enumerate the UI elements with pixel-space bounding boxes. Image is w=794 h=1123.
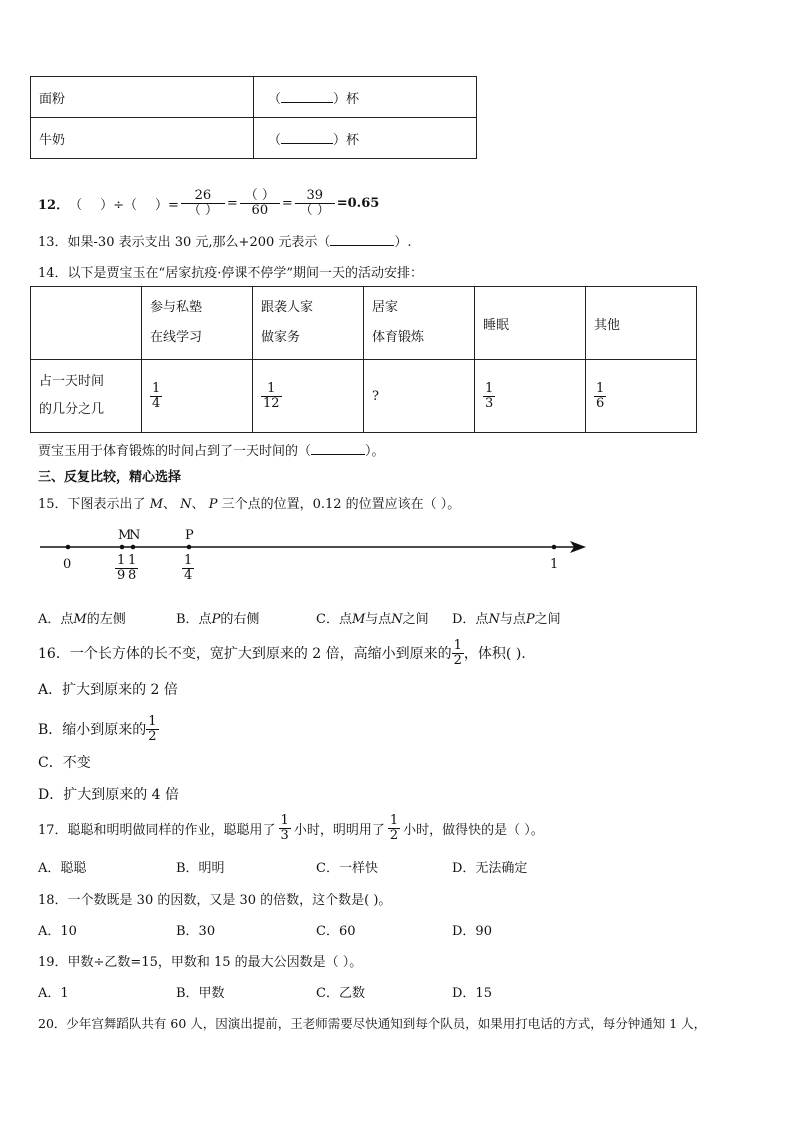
option-text: 的右侧 (220, 612, 260, 627)
option-text: B．缩小到原来的 (38, 722, 147, 738)
option-a[interactable]: A．1 (38, 986, 69, 1001)
fraction-denominator: 2 (389, 827, 399, 843)
ingredient-value (254, 77, 477, 118)
table-header-cell: 其他 (586, 287, 697, 360)
fraction (150, 382, 162, 410)
ingredient-table (30, 76, 477, 159)
question-17 (38, 811, 544, 845)
option-c[interactable] (316, 608, 429, 627)
option-b[interactable]: B．明明 (176, 861, 225, 876)
point-zero (66, 545, 71, 550)
label-n: N (129, 528, 141, 543)
point-m (120, 545, 125, 550)
fraction-denominator: 2 (453, 652, 462, 668)
equals-sign: = (281, 195, 293, 211)
fraction-numerator: 1 (485, 380, 494, 396)
unknown-value: ? (372, 388, 379, 404)
option-text: 与点 (499, 612, 526, 627)
paren-text: ）÷（ (100, 197, 138, 213)
option-c[interactable]: C．一样快 (316, 861, 378, 876)
ingredient-value (254, 118, 477, 159)
question-text: 15．下图表示出了 (38, 497, 146, 512)
label-m: M (118, 528, 132, 543)
fraction-numerator: 1 (152, 380, 161, 396)
table-cell (586, 360, 697, 433)
fraction (295, 189, 335, 217)
equation-result: =0.65 (336, 195, 380, 211)
fraction-numerator: 26 (194, 187, 212, 203)
variable: M (351, 612, 366, 627)
variable-n: N (180, 497, 192, 512)
option-text: 之间 (402, 612, 429, 627)
question-text: 13．如果-30 表示支出 30 元,那么+200 元表示（ (38, 235, 331, 250)
label-one: 1 (550, 557, 559, 572)
fraction-numerator: 1 (453, 637, 462, 653)
header-line: 在线学习 (150, 330, 203, 345)
question-number: 12． (38, 197, 70, 213)
question-text: 16．一个长方体的长不变，宽扩大到原来的 2 倍，高缩小到原来的 (38, 646, 452, 662)
activity-table (30, 286, 697, 433)
fraction-denominator: 60 (240, 203, 280, 218)
fraction (594, 382, 606, 410)
fraction-denominator: 9 (117, 567, 126, 583)
question-text: 小时，明明用了 (293, 822, 385, 838)
question-text: ，体积( ). (463, 646, 526, 662)
question-15 (38, 493, 460, 512)
fraction-n (126, 554, 138, 582)
fraction-p (182, 554, 194, 582)
fraction (452, 639, 464, 667)
fraction-numerator: 1 (596, 380, 605, 396)
option-d[interactable]: D．扩大到原来的 4 倍 (38, 787, 180, 803)
header-line: 体育锻炼 (372, 330, 425, 345)
fraction-numerator: 1 (184, 553, 193, 568)
fraction-denominator: 8 (128, 567, 137, 583)
fraction (261, 382, 282, 410)
fraction-denominator: 3 (280, 827, 289, 843)
option-b[interactable] (176, 608, 259, 627)
variable-p: P (208, 497, 218, 512)
question-text: 三个点的位置，0.12 的位置应该在（ ）。 (221, 497, 461, 512)
question-16 (38, 636, 526, 670)
option-d[interactable]: D．90 (452, 924, 492, 939)
separator: 、 (163, 497, 177, 512)
fraction (483, 382, 495, 410)
fraction-numerator: 1 (389, 812, 399, 828)
header-line: 居家 (372, 300, 399, 315)
ingredient-label: 面粉 (31, 77, 254, 118)
option-b[interactable] (38, 712, 159, 746)
answer-blank[interactable] (281, 102, 333, 103)
fraction-denominator: 6 (596, 395, 605, 411)
question-19: 19．甲数÷乙数=15，甲数和 15 的最大公因数是（ ）。 (38, 955, 363, 970)
option-d[interactable]: D．无法确定 (452, 861, 528, 876)
option-b[interactable]: B．甲数 (176, 986, 225, 1001)
paren-close: ）。 (365, 444, 385, 459)
paren-open: （ (268, 132, 282, 148)
answer-blank[interactable] (330, 245, 394, 246)
question-14: 14．以下是贾宝玉在“居家抗疫·停课不停学”期间一天的活动安排： (38, 266, 423, 281)
point-p (187, 545, 192, 550)
table-cell (364, 360, 475, 433)
question-18: 18．一个数既是 30 的因数，又是 30 的倍数，这个数是( )。 (38, 893, 392, 908)
paren-text: ）= (155, 197, 179, 213)
variable: N (391, 612, 403, 627)
fraction-denominator: 4 (184, 567, 193, 583)
table-header-cell (364, 287, 475, 360)
paren-open: （ (268, 91, 282, 107)
option-text: 的左侧 (86, 612, 126, 627)
answer-blank[interactable] (281, 143, 333, 144)
option-a[interactable]: A．10 (38, 924, 77, 939)
fraction-denominator: 4 (152, 395, 161, 411)
row-label (31, 360, 142, 433)
variable: P (211, 612, 221, 627)
paren-close: ）. (394, 235, 412, 250)
fraction (146, 715, 158, 743)
fraction-denominator: 3 (485, 395, 494, 411)
fraction-numerator: 1 (117, 553, 126, 568)
header-line: 参与私塾 (150, 300, 203, 315)
question-20: 20．少年宫舞蹈队共有 60 人，因演出提前，王老师需要尽快通知到每个队员，如果用打电话的方式，每分钟通知 1 人， (38, 1016, 707, 1031)
question-14-followup (38, 440, 385, 459)
option-c[interactable]: C．不变 (38, 755, 91, 771)
answer-blank[interactable] (311, 454, 365, 455)
option-text: 之间 (534, 612, 561, 627)
label-p: P (185, 528, 194, 543)
table-row (31, 77, 477, 118)
fraction-denominator: 2 (148, 728, 157, 744)
fraction-denominator: 12 (263, 395, 280, 411)
equals-sign: = (226, 195, 238, 211)
variable: M (73, 612, 87, 627)
table-row (31, 360, 697, 433)
variable: N (488, 612, 500, 627)
table-cell (475, 360, 586, 433)
fraction-numerator: 1 (148, 713, 157, 729)
option-b[interactable]: B．30 (176, 924, 216, 939)
ingredient-label: 牛奶 (31, 118, 254, 159)
option-text: D．点 (452, 612, 489, 627)
point-one (552, 545, 557, 550)
point-n (131, 545, 136, 550)
table-header-cell (142, 287, 253, 360)
option-text: B．点 (176, 612, 212, 627)
fraction-numerator: 1 (280, 812, 289, 828)
table-header-row (31, 287, 697, 360)
table-header-cell: 睡眠 (475, 287, 586, 360)
table-header-cell (253, 287, 364, 360)
table-header-empty (31, 287, 142, 360)
question-text: 17．聪聪和明明做同样的作业，聪聪用了 (38, 822, 276, 838)
option-text: C．点 (316, 612, 352, 627)
question-13 (38, 231, 412, 250)
variable: P (525, 612, 535, 627)
separator: 、 (191, 497, 205, 512)
fraction (240, 189, 280, 217)
option-d[interactable]: D．15 (452, 986, 492, 1001)
option-d[interactable] (452, 608, 561, 627)
option-c[interactable]: C．乙数 (316, 986, 365, 1001)
option-c[interactable]: C．60 (316, 924, 356, 939)
fraction (388, 814, 400, 842)
fraction-numerator: 39 (306, 187, 323, 203)
fraction-numerator: 1 (128, 553, 137, 568)
fraction-numerator[interactable]: （ ） (244, 187, 275, 203)
row-label-line: 的几分之几 (39, 402, 105, 417)
table-row (31, 118, 477, 159)
option-a[interactable]: A．聪聪 (38, 861, 87, 876)
variable-m: M (149, 497, 163, 512)
option-a[interactable] (38, 608, 126, 627)
label-zero: 0 (63, 557, 72, 572)
section-heading: 三、反复比较，精心选择 (38, 470, 182, 485)
paren-close: ）杯 (333, 91, 360, 107)
question-text: 贾宝玉用于体育锻炼的时间占到了一天时间的（ (38, 444, 312, 459)
fraction-numerator: 1 (267, 380, 276, 396)
header-line: 跟袭人家 (261, 300, 314, 315)
question-text: 小时，做得快的是（ ）。 (403, 822, 544, 838)
fraction (279, 814, 291, 842)
option-text: 与点 (365, 612, 392, 627)
fraction-denominator[interactable]: （ ） (181, 203, 225, 218)
paren-text: （ (69, 197, 83, 213)
fraction-denominator[interactable]: （ ） (295, 203, 335, 218)
header-line: 做家务 (261, 330, 301, 345)
table-cell (253, 360, 364, 433)
fraction (181, 189, 225, 217)
option-text: A．点 (38, 612, 74, 627)
table-cell (142, 360, 253, 433)
question-12 (38, 186, 379, 220)
option-a[interactable]: A．扩大到原来的 2 倍 (38, 682, 178, 698)
paren-close: ）杯 (333, 132, 360, 148)
row-label-line: 占一天时间 (39, 374, 105, 389)
